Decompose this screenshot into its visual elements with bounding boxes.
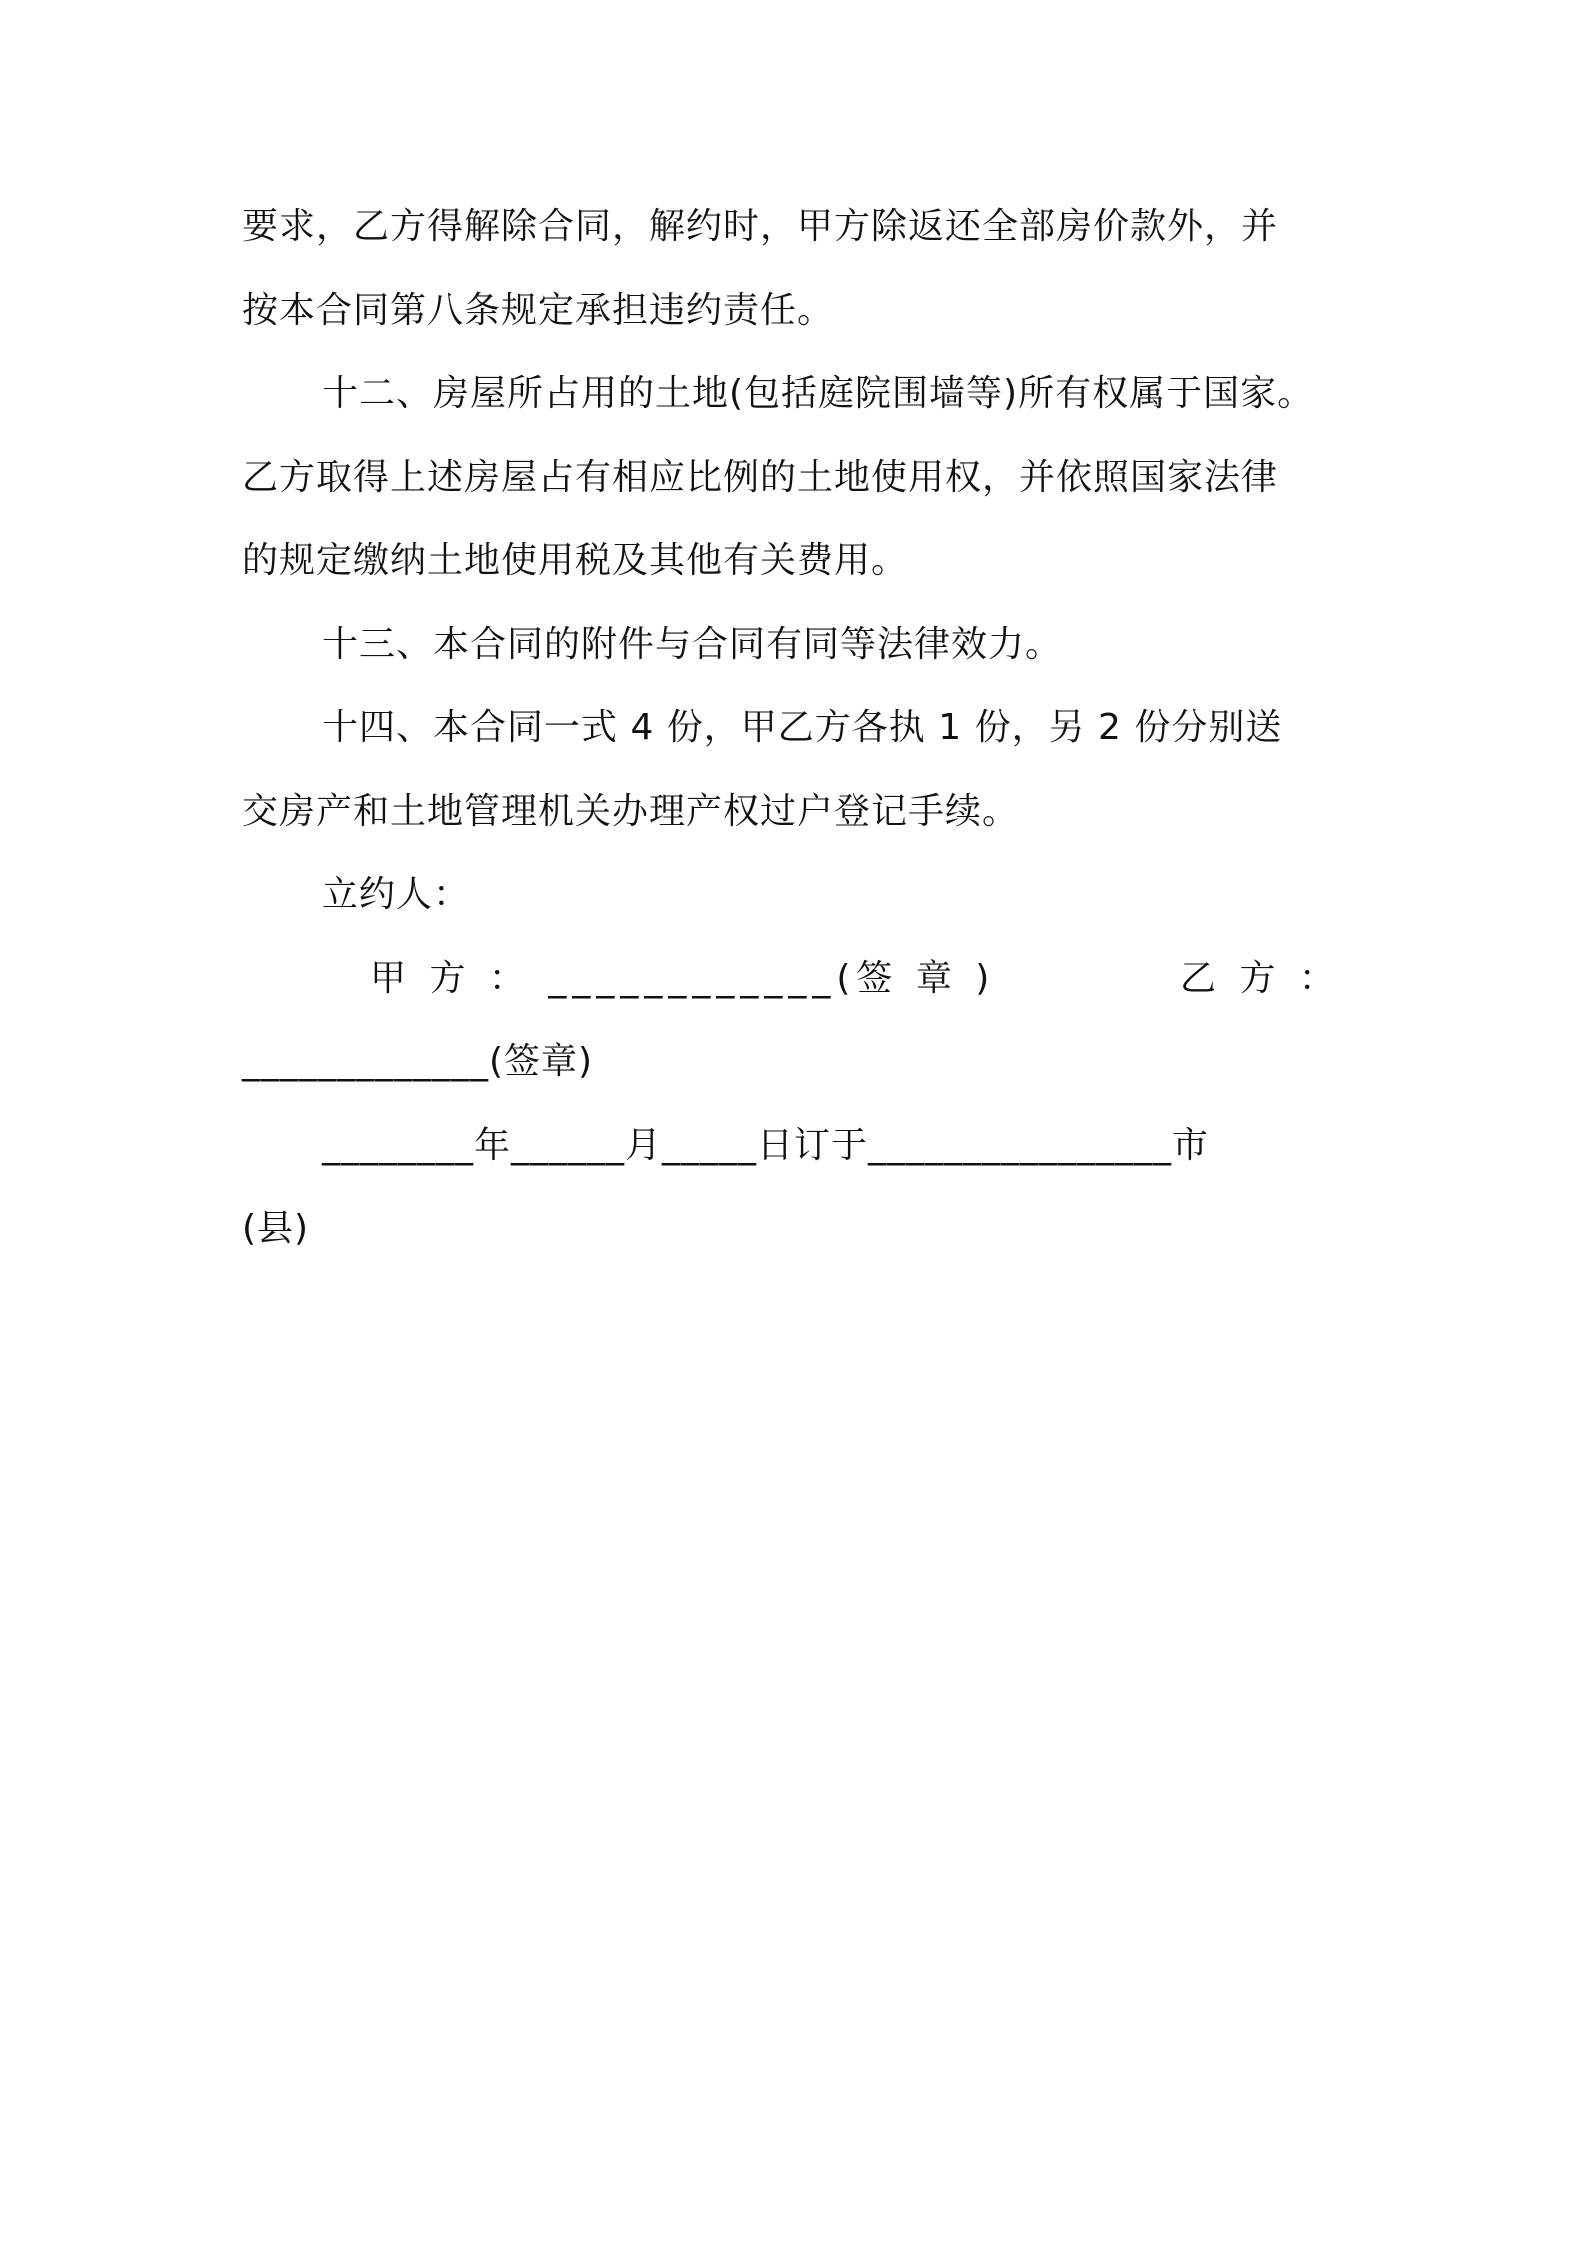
clause-11-continued-line-2: 按本合同第八条规定承担违约责任。 — [242, 290, 835, 331]
party-a-signature-line: 甲 方 ： ____________(签 章 ) — [370, 958, 996, 999]
date-place-line: ________年______月_____日订于________________市 — [322, 1125, 1210, 1166]
party-b-label: 乙 方 ： — [1180, 958, 1341, 999]
clause-14-line-2: 交房产和土地管理机关办理产权过户登记手续。 — [242, 791, 1020, 832]
clause-12-line-2: 乙方取得上述房屋占有相应比例的土地使用权，并依照国家法律 — [242, 457, 1279, 498]
clause-14-line-1: 十四、本合同一式 4 份，甲乙方各执 1 份，另 2 份分别送 — [322, 707, 1283, 748]
signatories-label: 立约人： — [322, 874, 471, 915]
clause-12-line-3: 的规定缴纳土地使用税及其他有关费用。 — [242, 540, 909, 581]
county-line: (县) — [242, 1208, 310, 1249]
clause-13: 十三、本合同的附件与合同有同等法律效力。 — [322, 624, 1063, 665]
clause-12-line-1: 十二、房屋所占用的土地(包括庭院围墙等)所有权属于国家。 — [322, 373, 1315, 414]
party-b-signature-line: _____________(签章) — [242, 1041, 594, 1082]
clause-11-continued-line-1: 要求，乙方得解除合同，解约时，甲方除返还全部房价款外，并 — [242, 206, 1279, 247]
